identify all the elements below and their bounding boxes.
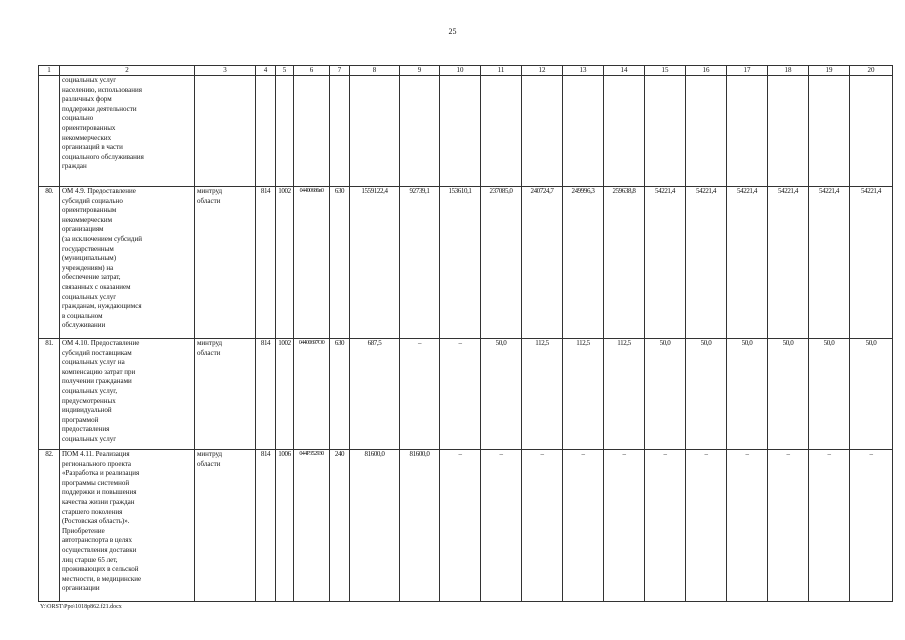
value-cell bbox=[481, 76, 522, 187]
header-cell: 7 bbox=[330, 66, 350, 76]
header-cell: 3 bbox=[195, 66, 256, 76]
value-cell bbox=[400, 76, 440, 187]
header-row bbox=[39, 66, 893, 76]
value-cell bbox=[563, 76, 604, 187]
value-cell: – bbox=[604, 450, 645, 602]
value-cell: 630 bbox=[330, 187, 350, 339]
value-cell: – bbox=[809, 450, 850, 602]
value-cell: 54221,4 bbox=[686, 187, 727, 339]
header-cell: 5 bbox=[276, 66, 294, 76]
row-number bbox=[39, 76, 60, 187]
value-cell bbox=[686, 76, 727, 187]
value-cell: – bbox=[440, 339, 481, 450]
value-cell: 50,0 bbox=[809, 339, 850, 450]
value-cell: 92739,1 bbox=[400, 187, 440, 339]
header-cell: 8 bbox=[350, 66, 400, 76]
value-cell: – bbox=[481, 450, 522, 602]
value-cell bbox=[440, 76, 481, 187]
table-row bbox=[39, 76, 893, 187]
value-cell bbox=[522, 76, 563, 187]
value-cell: 630 bbox=[330, 339, 350, 450]
value-cell: 50,0 bbox=[727, 339, 768, 450]
header-cell: 13 bbox=[563, 66, 604, 76]
value-cell: 687,5 bbox=[350, 339, 400, 450]
header-cell: 14 bbox=[604, 66, 645, 76]
value-cell bbox=[350, 76, 400, 187]
header-cell: 11 bbox=[481, 66, 522, 76]
value-cell: – bbox=[686, 450, 727, 602]
value-cell: 1002 bbox=[276, 339, 294, 450]
value-cell: 112,5 bbox=[563, 339, 604, 450]
header-cell: 6 bbox=[294, 66, 330, 76]
value-cell: 81600,0 bbox=[350, 450, 400, 602]
value-cell: 814 bbox=[256, 339, 276, 450]
value-cell: 50,0 bbox=[768, 339, 809, 450]
value-cell bbox=[604, 76, 645, 187]
header-cell: 15 bbox=[645, 66, 686, 76]
value-cell bbox=[294, 76, 330, 187]
executor: минтруд области bbox=[195, 187, 256, 339]
value-cell: 1002 bbox=[276, 187, 294, 339]
value-cell bbox=[256, 76, 276, 187]
value-cell: 50,0 bbox=[850, 339, 893, 450]
value-cell bbox=[850, 76, 893, 187]
value-cell bbox=[809, 76, 850, 187]
header-cell: 17 bbox=[727, 66, 768, 76]
value-cell: 259638,8 bbox=[604, 187, 645, 339]
value-cell bbox=[645, 76, 686, 187]
value-cell: 249996,3 bbox=[563, 187, 604, 339]
header-cell: 2 bbox=[60, 66, 195, 76]
value-cell: 81600,0 bbox=[400, 450, 440, 602]
value-cell: 044P352930 bbox=[294, 450, 330, 602]
value-cell: 1006 bbox=[276, 450, 294, 602]
value-cell: – bbox=[727, 450, 768, 602]
value-cell: 814 bbox=[256, 187, 276, 339]
header-cell: 19 bbox=[809, 66, 850, 76]
value-cell: 54221,4 bbox=[809, 187, 850, 339]
value-cell: 237085,0 bbox=[481, 187, 522, 339]
footer-path: Y:\ORST\Ppo\1018p862.f21.docx bbox=[40, 604, 122, 610]
value-cell: – bbox=[850, 450, 893, 602]
value-cell: 240724,7 bbox=[522, 187, 563, 339]
header-cell: 10 bbox=[440, 66, 481, 76]
row-number: 82. bbox=[39, 450, 60, 602]
value-cell: 04400697О0 bbox=[294, 339, 330, 450]
value-cell: 1559122,4 bbox=[350, 187, 400, 339]
page-number: 25 bbox=[448, 27, 457, 36]
table-row bbox=[39, 339, 893, 450]
value-cell: 54221,4 bbox=[768, 187, 809, 339]
value-cell bbox=[276, 76, 294, 187]
value-cell: 112,5 bbox=[604, 339, 645, 450]
executor: минтруд области bbox=[195, 450, 256, 602]
row-number: 81. bbox=[39, 339, 60, 450]
value-cell: 04400686в0 bbox=[294, 187, 330, 339]
value-cell: – bbox=[440, 450, 481, 602]
measure-description: ПОМ 4.11. Реализация регионального проекта «Разработка и реализация программы системной поддержки и повышения качества жизни граждан старшего поколения (Ростовская область)». Приобретение автотранспорта в целях осуществления доставки лиц старше 65 лет, проживающих в сельской местности, в медицинские организации bbox=[60, 450, 195, 602]
value-cell: 54221,4 bbox=[645, 187, 686, 339]
value-cell: – bbox=[563, 450, 604, 602]
value-cell: 240 bbox=[330, 450, 350, 602]
value-cell: 54221,4 bbox=[850, 187, 893, 339]
value-cell: 814 bbox=[256, 450, 276, 602]
header-cell: 9 bbox=[400, 66, 440, 76]
row-number: 80. bbox=[39, 187, 60, 339]
budget-table bbox=[38, 65, 893, 602]
value-cell: 50,0 bbox=[645, 339, 686, 450]
table-row bbox=[39, 187, 893, 339]
header-cell: 1 bbox=[39, 66, 60, 76]
header-cell: 20 bbox=[850, 66, 893, 76]
header-cell: 16 bbox=[686, 66, 727, 76]
value-cell bbox=[330, 76, 350, 187]
executor: минтруд области bbox=[195, 339, 256, 450]
value-cell: 54221,4 bbox=[727, 187, 768, 339]
value-cell: – bbox=[645, 450, 686, 602]
header-cell: 4 bbox=[256, 66, 276, 76]
value-cell bbox=[768, 76, 809, 187]
value-cell bbox=[727, 76, 768, 187]
value-cell: 50,0 bbox=[481, 339, 522, 450]
header-cell: 18 bbox=[768, 66, 809, 76]
measure-description: ОМ 4.9. Предоставление субсидий социально ориентированным некоммерческим организациям (за исключением субсидий государственным (муниципальным) учреждениям) на обеспечение затрат, связанных с оказанием социальных услуг гражданам, нуждающимся в социальном обслуживании bbox=[60, 187, 195, 339]
value-cell: – bbox=[768, 450, 809, 602]
value-cell: – bbox=[522, 450, 563, 602]
measure-description: ОМ 4.10. Предоставление субсидий поставщикам социальных услуг на компенсацию затрат при получении гражданами социальных услуг, предусмотренных индивидуальной программой предоставления социальных услуг bbox=[60, 339, 195, 450]
table-row bbox=[39, 450, 893, 602]
executor bbox=[195, 76, 256, 187]
value-cell: – bbox=[400, 339, 440, 450]
measure-description: социальных услуг населению, использования различных форм поддержки деятельности социально ориентированных некоммерческих организаций в части социального обслуживания граждан bbox=[60, 76, 195, 187]
value-cell: 50,0 bbox=[686, 339, 727, 450]
value-cell: 112,5 bbox=[522, 339, 563, 450]
value-cell: 153610,1 bbox=[440, 187, 481, 339]
header-cell: 12 bbox=[522, 66, 563, 76]
